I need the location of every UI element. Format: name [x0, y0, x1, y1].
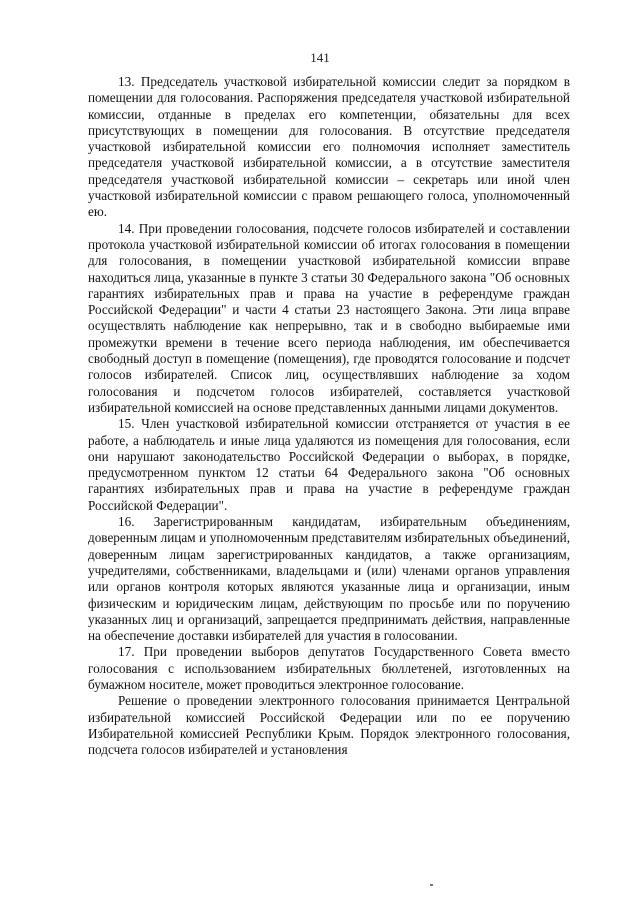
paragraph-15: 15. Член участковой избирательной комиссии отстраняется от участия в ее работе, а наблюдатель и иные лица удаляются из помещения для голосования, если они нарушают законодательство Российской Федерации о выборах, в порядке, предусмотренном пунктом 12 статьи 64 Федерального закона "Об основных гарантиях избирательных прав и права на участие в референдуме граждан Российской Федерации". [88, 416, 570, 513]
paragraph-13: 13. Председатель участковой избирательной комиссии следит за порядком в помещении для голосования. Распоряжения председателя участковой избирательной комиссии, отданные в пределах его компетенции, обязательны для всех присутствующих в помещении для голосования. В отсутствие председателя участковой избирательной комиссии его полномочия исполняет заместитель председателя участковой избирательной комиссии, а в отсутствие заместителя председателя участковой избирательной комиссии – секретарь или иной член участковой избирательной комиссии с правом решающего голоса, уполномоченный ею. [88, 74, 570, 220]
page-number: 141 [310, 50, 330, 65]
paragraph-17-continuation: Решение о проведении электронного голосования принимается Центральной избирательной комиссией Российской Федерации или по ее поручению Избирательной комиссией Республики Крым. Порядок электронного голосования, подсчета голосов избирателей и установления [88, 693, 570, 758]
paragraph-16: 16. Зарегистрированным кандидатам, избирательным объединениям, доверенным лицам и уполномоченным представителям избирательных объединений, доверенным лицам зарегистрированных кандидатов, а также организациям, учредителями, собственниками, владельцами и (или) членами органов управления или органов контроля которых являются указанные лица и организации, иным физическим и юридическим лицам, действующим по просьбе или по поручению указанных лиц и организаций, запрещается предпринимать действия, направленные на обеспечение доставки избирателей для участия в голосовании. [88, 514, 570, 644]
document-body [88, 74, 570, 758]
scan-speck [430, 884, 433, 886]
paragraph-14: 14. При проведении голосования, подсчете голосов избирателей и составлении протокола участковой избирательной комиссии об итогах голосования в помещении для голосования, в помещении участковой избирательной комиссии вправе находиться лица, указанные в пункте 3 статьи 30 Федерального закона "Об основных гарантиях избирательных прав и права на участие в референдуме граждан Российской Федерации" и части 4 статьи 23 настоящего Закона. Эти лица вправе осуществлять наблюдение как непрерывно, так и в свободно выбираемые ими промежутки времени в течение всего периода наблюдения, им обеспечивается свободный доступ в помещение (помещения), где проводятся голосование и подсчет голосов избирателей. Список лиц, осуществлявших наблюдение за ходом голосования и подсчетом голосов избирателей, составляется участковой избирательной комиссией на основе представленных данными лицами документов. [88, 220, 570, 415]
paragraph-17: 17. При проведении выборов депутатов Государственного Совета вместо голосования с использованием избирательных бюллетеней, изготовленных на бумажном носителе, может проводиться электронное голосование. [88, 644, 570, 692]
